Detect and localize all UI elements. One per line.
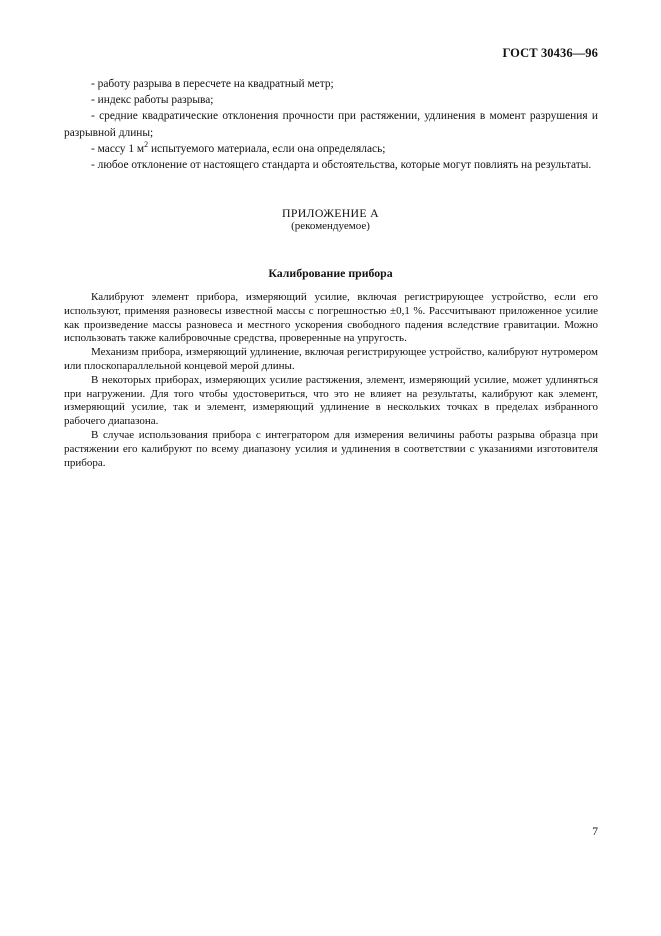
- list-item: - любое отклонение от настоящего стандарта и обстоятельства, которые могут повлиять на результаты.: [91, 159, 592, 172]
- paragraph: Механизм прибора, измеряющий удлинение, включая регистрирующее устройство, калибруют нутромером или плоскопараллельной концевой мерой длины.: [64, 346, 598, 372]
- appendix-subtitle: (рекомендуемое): [291, 220, 370, 232]
- section-title: Калибрование прибора: [268, 266, 393, 280]
- list-item-text: испытуемого материала, если она определялась;: [148, 142, 386, 155]
- standard-header: ГОСТ 30436—96: [502, 46, 598, 60]
- list-item-text: - массу 1 м: [91, 142, 145, 155]
- paragraph: В случае использования прибора с интегратором для измерения величины работы разрыва образца при растяжении его калибруют по всему диапазону усилия и удлинения в соответствии с указаниями изготовителя прибора.: [64, 428, 598, 469]
- paragraph: Калибруют элемент прибора, измеряющий усилие, включая регистрирующее устройство, если его используют, применяя разновесы известной массы с погрешностью ±0,1 %. Рассчитывают приложенное усилие как произведение массы разновеса и местного ускорения свободного падения вследствие гравитации. Можно использовать также калибровочные средства, проверенные на упругость.: [64, 291, 598, 345]
- section-body: [64, 291, 598, 470]
- list-item: - средние квадратические отклонения прочности при растяжении, удлинения в момент разрушения и разрывной длины;: [64, 110, 598, 139]
- list-item: - индекс работы разрыва;: [91, 94, 214, 107]
- list-item: [64, 141, 598, 157]
- report-items-list: [64, 76, 598, 173]
- superscript: 2: [144, 139, 149, 149]
- appendix-title: ПРИЛОЖЕНИЕ А: [282, 206, 379, 220]
- paragraph: В некоторых приборах, измеряющих усилие растяжения, элемент, измеряющий усилие, может удлиняться при нагружении. Для того чтобы удостовериться, что это не влияет на результаты, калибруют как элемент, измеряющий усилие, так и элемент, измеряющий удлинение в нескольких точках в пределах избранного рабочего диапазона.: [64, 373, 598, 428]
- list-item: - работу разрыва в пересчете на квадратный метр;: [91, 78, 334, 90]
- page-number: 7: [592, 826, 598, 838]
